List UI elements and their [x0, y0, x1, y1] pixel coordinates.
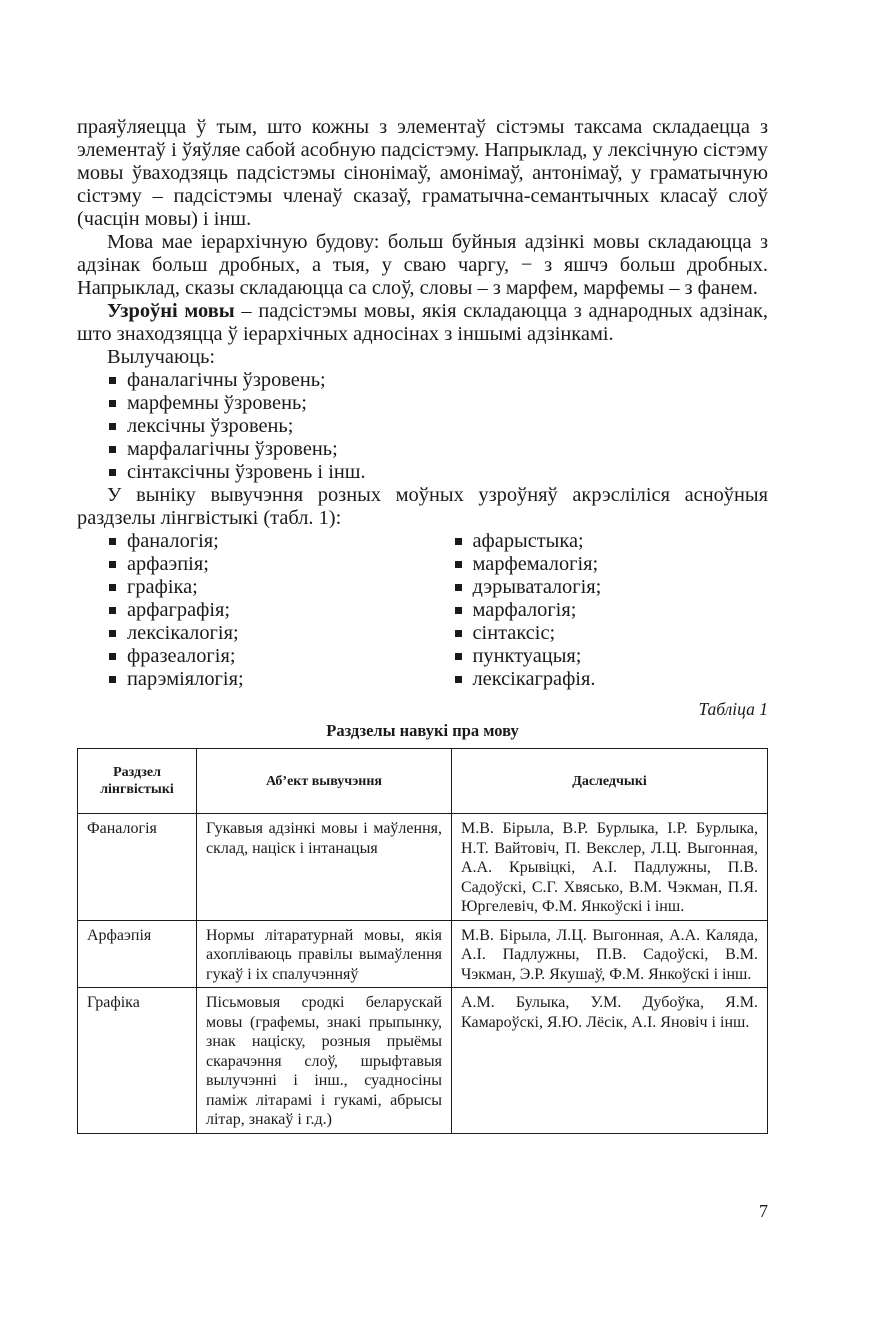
list-item: лексічны ўзровень; [77, 415, 768, 438]
list-item: сінтаксічны ўзровень і інш. [77, 461, 768, 484]
list-item: марфалагічны ўзровень; [77, 438, 768, 461]
table-cell: Графіка [78, 988, 197, 1134]
list-item: пунктуацыя; [423, 645, 769, 668]
list-item: фаналагічны ўзровень; [77, 369, 768, 392]
list-item: лексікаграфія. [423, 668, 769, 691]
list-item: фразеалогія; [77, 645, 423, 668]
table-header-row [78, 749, 768, 814]
paragraph: У выніку вывучэння розных моўных узроўняў акрэсліліся асноўныя раздзелы лінгвістыкі (табл. 1): [77, 484, 768, 529]
page-number: 7 [759, 1201, 768, 1221]
list-item: марфалогія; [423, 599, 769, 622]
sections-list [77, 530, 768, 691]
table-cell: Фаналогія [78, 814, 197, 921]
table-row [78, 920, 768, 988]
sections-list-right [423, 530, 769, 691]
table-cell: Пісьмовыя сродкі беларускай мовы (графемы, знакі прыпынку, знак націску, розныя прыёмы скарачэння слоў, шрыфтавыя вылучэнні і інш., суадносіны паміж літарамі і гукамі, абрысы літар, знакаў і г.д.) [197, 988, 452, 1134]
list-item: арфаэпія; [77, 553, 423, 576]
table-row [78, 988, 768, 1134]
table-caption: Табліца 1 [698, 699, 768, 719]
linguistics-sections-table [77, 748, 768, 1134]
header-section: Раздзел лінгвістыкі [78, 749, 197, 814]
definition-paragraph [77, 300, 768, 346]
table-cell: Арфаэпія [78, 920, 197, 988]
paragraph: Мова мае іерархічную будову: больш буйныя адзінкі мовы складаюцца з адзінак больш дробных, а тыя, у сваю чаргу, − з яшчэ больш дробных. Напрыклад, сказы складаюцца са слоў, словы – з марфем, марфемы – з фанем. [77, 231, 768, 299]
header-researchers: Даследчыкі [452, 749, 768, 814]
paragraph: Вылучаюць: [107, 346, 216, 368]
list-item: арфаграфія; [77, 599, 423, 622]
table-cell: М.В. Бірыла, В.Р. Бурлыка, І.Р. Бурлыка, Н.Т. Вайтовіч, П. Векслер, Л.Ц. Выгонная, А.А. Крывіцкі, А.І. Падлужны, П.В. Садоўскі, С.Г. Хвясько, В.М. Чэкман, П.Я. Юргелевіч, Ф.М. Янкоўскі і інш. [452, 814, 768, 921]
table-cell: А.М. Булыка, У.М. Дубоўка, Я.М. Камароўскі, Я.Ю. Лёсік, А.І. Яновіч і інш. [452, 988, 768, 1134]
list-item: дэрыватaлогія; [423, 576, 769, 599]
list-item: сінтаксіс; [423, 622, 769, 645]
list-item: фаналогія; [77, 530, 423, 553]
list-item: лексікалогія; [77, 622, 423, 645]
table-cell: Нормы літаратурнай мовы, якія ахопліваюць правілы вымаўлення гукаў і іх спалучэнняў [197, 920, 452, 988]
header-object: Аб’ект вывучэння [197, 749, 452, 814]
definition-text: – падсістэмы мовы, якія складаюцца з аднародных адзінак, што знаходзяцца ў іерархічных адносінах з іншымі адзінкамі. [77, 300, 769, 345]
list-item: афарыстыка; [423, 530, 769, 553]
body-text [77, 116, 768, 691]
list-item: графіка; [77, 576, 423, 599]
table-cell: М.В. Бірыла, Л.Ц. Выгонная, А.А. Каляда, А.І. Падлужны, П.В. Садоўскі, В.М. Чэкман, Э.Р. Якушаў, Ф.М. Янкоўскі і інш. [452, 920, 768, 988]
paragraph: праяўляецца ў тым, што кожны з элементаў сістэмы таксама складаецца з элементаў і ўяўляе сабой асобную падсістэму. Напрыклад, у лексічную сістэму мовы ўваходзяць падсістэмы сінонімаў, амонімаў, антонімаў, у граматычную сістэму – падсістэмы членаў сказаў, граматычна-семантычных класаў слоў (часцін мовы) і інш. [77, 116, 768, 230]
sections-list-left [77, 530, 423, 691]
levels-list [77, 369, 768, 484]
list-item: марфемалогія; [423, 553, 769, 576]
table-cell: Гукавыя адзінкі мовы і маўлення, склад, націск і інтанацыя [197, 814, 452, 921]
list-item: марфемны ўзровень; [77, 392, 768, 415]
list-item: парэміялогія; [77, 668, 423, 691]
table-row [78, 814, 768, 921]
term-bold: Узроўні мовы [107, 300, 235, 322]
table-title: Раздзелы навукі пра мову [326, 721, 519, 740]
